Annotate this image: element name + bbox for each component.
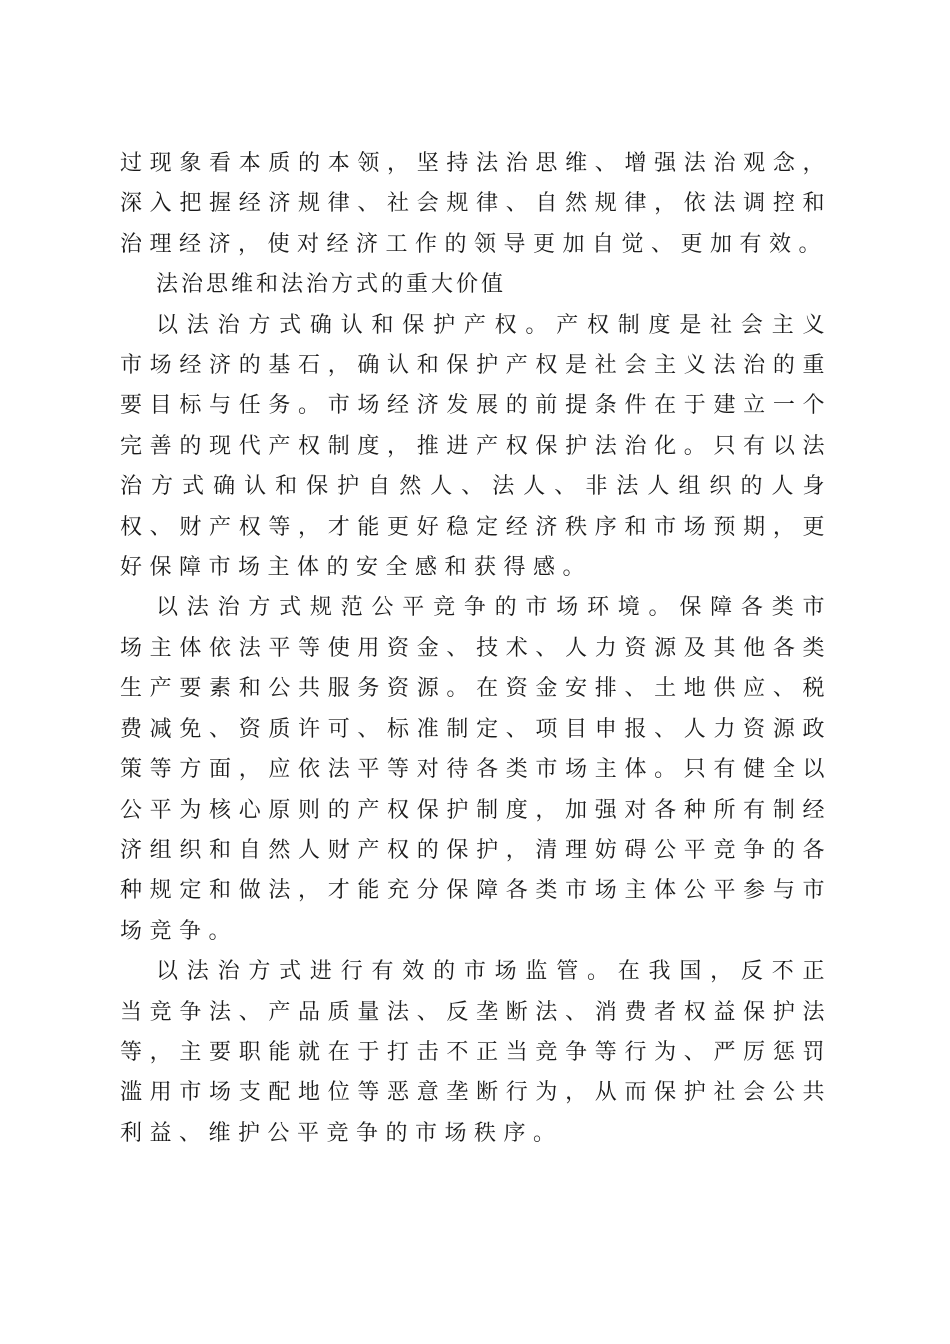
- paragraph-intro-continuation: 过现象看本质的本领，坚持法治思维、增强法治观念，深入把握经济规律、社会规律、自然规律，依法调控和治理经济，使对经济工作的领导更加自觉、更加有效。: [120, 151, 832, 257]
- document-page: [120, 144, 832, 1154]
- paragraph-property-rights: 以法治方式确认和保护产权。产权制度是社会主义市场经济的基石，确认和保护产权是社会主义法治的重要目标与任务。市场经济发展的前提条件在于建立一个完善的现代产权制度，推进产权保护法治化。只有以法治方式确认和保护自然人、法人、非法人组织的人身权、财产权等，才能更好稳定经济秩序和市场预期，更好保障市场主体的安全感和获得感。: [120, 312, 832, 581]
- section-heading: 法治思维和法治方式的重大价值: [156, 272, 507, 298]
- paragraph-market-supervision: 以法治方式进行有效的市场监管。在我国，反不正当竞争法、产品质量法、反垄断法、消费者权益保护法等，主要职能就在于打击不正当竞争等行为、严厉惩罚滥用市场支配地位等恶意垄断行为，从而保护社会公共利益、维护公平竞争的市场秩序。: [120, 959, 832, 1146]
- paragraph-fair-competition: 以法治方式规范公平竞争的市场环境。保障各类市场主体依法平等使用资金、技术、人力资源及其他各类生产要素和公共服务资源。在资金安排、土地供应、税费减免、资质许可、标准制定、项目申报、人力资源政策等方面，应依法平等对待各类市场主体。只有健全以公平为核心原则的产权保护制度，加强对各种所有制经济组织和自然人财产权的保护，清理妨碍公平竞争的各种规定和做法，才能充分保障各类市场主体公平参与市场竞争。: [120, 595, 832, 944]
